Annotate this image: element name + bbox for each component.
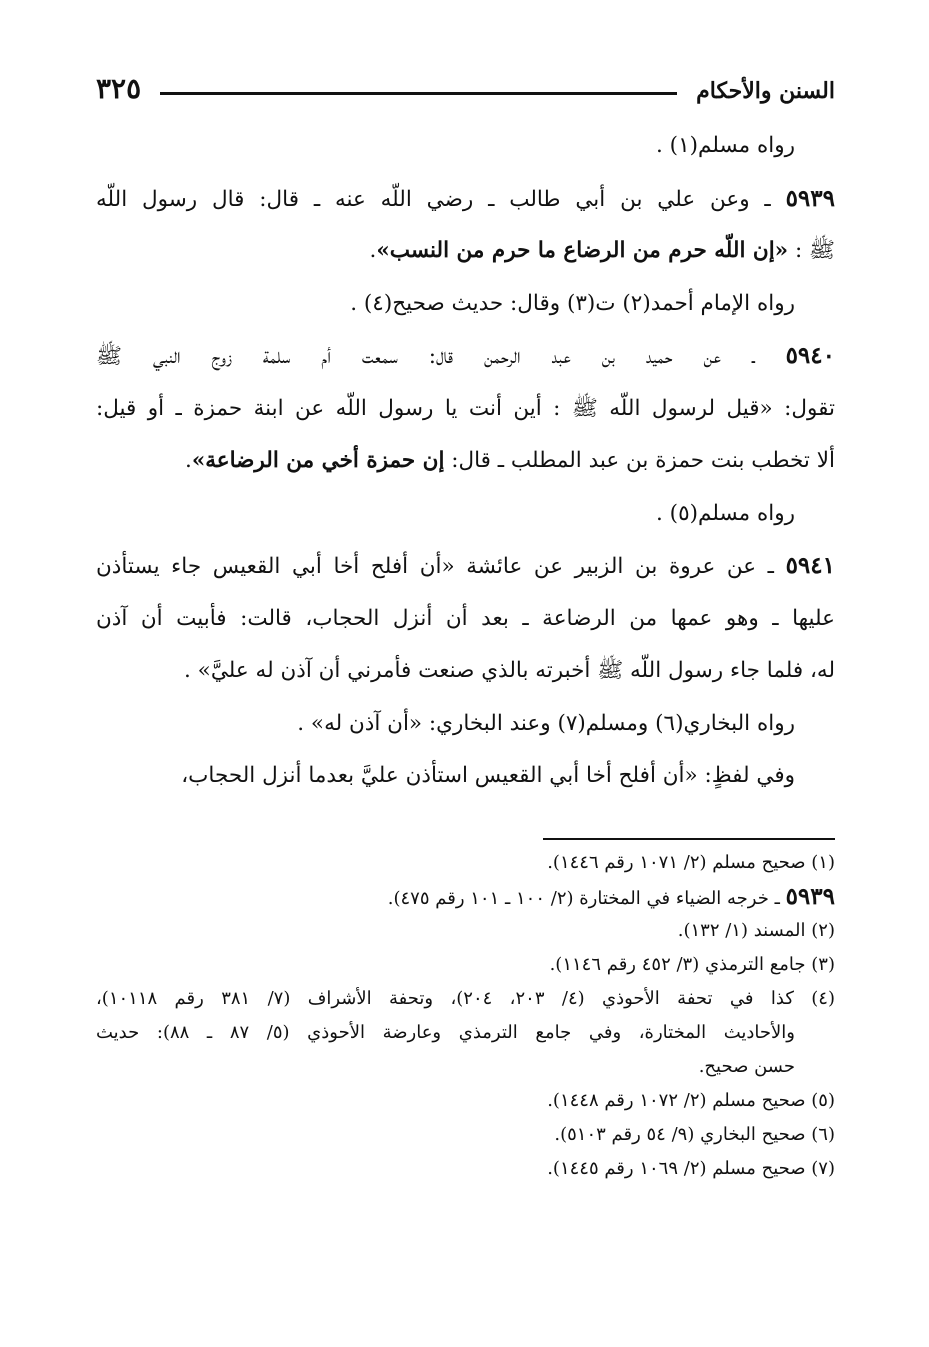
- takhrij-line: رواه الإمام أحمد(٢) ت(٣) وقال: حديث صحيح(٤) .: [350, 290, 795, 316]
- text-run: .: [369, 238, 377, 263]
- hadith-5941-line-3: له، فلما جاء رسول اللّه ﷺ أخبرته بالذي صنعت فأمرني أن آذن له عليَّ» .: [184, 658, 835, 683]
- footnote-separator: [543, 838, 835, 840]
- footnote: (١) صحيح مسلم (٢/ ١٠٧١ رقم ١٤٤٦).: [547, 852, 835, 873]
- takhrij-line: رواه مسلم(٥) .: [656, 500, 795, 526]
- text-run: ـ خرجه الضياء في المختارة (٢/ ١٠٠ ـ ١٠١ رقم ٤٧٥).: [387, 888, 786, 909]
- hadith-matn: «إن اللّه حرم من الرضاع ما حرم من النسب»: [376, 238, 789, 263]
- text-run: ألا تخطب بنت حمزة بن عبد المطلب ـ قال:: [444, 448, 835, 473]
- hadith-5940-line-2: تقول: «قيل لرسول اللّه ﷺ : أين أنت يا رسول اللّه عن ابنة حمزة ـ أو قيل:: [96, 395, 835, 421]
- main-text: [96, 120, 835, 803]
- hadith-5939-line-2: [96, 225, 835, 278]
- page-header: [96, 72, 835, 112]
- footnote: (٧) صحيح مسلم (٢/ ١٠٦٩ رقم ١٤٤٥).: [547, 1158, 835, 1179]
- hadith-number: ٥٩٤١: [785, 552, 835, 579]
- footnote: (٣) جامع الترمذي (٣/ ٤٥٢ رقم ١١٤٦).: [549, 954, 835, 975]
- footnote-continuation: حسن صحيح.: [698, 1056, 795, 1077]
- hadith-5940-line-3: [96, 435, 835, 488]
- hadith-number: ٥٩٤٠: [785, 342, 835, 369]
- page-number: ٣٢٥: [96, 72, 142, 105]
- running-title: السنن والأحكام: [696, 78, 835, 104]
- hadith-5941-line-2: عليها ـ وهو عمها من الرضاعة ـ بعد أن أنزل الحجاب، قالت: فأبيت أن آذن: [96, 605, 835, 631]
- header-rule: [160, 92, 677, 95]
- footnote: (٥) صحيح مسلم (٢/ ١٠٧٢ رقم ١٤٤٨).: [547, 1090, 835, 1111]
- variant-line: وفي لفظٍ: «أن أفلح أخا أبي القعيس استأذن عليَّ بعدما أنزل الحجاب،: [181, 763, 795, 788]
- hadith-number: ٥٩٣٩: [785, 184, 835, 212]
- text-run: ـ عن حميد بن عبد الرحمن قال: سمعت أم سلمة زوج النبي ﷺ: [96, 344, 786, 369]
- hadith-5940-line-1: [96, 330, 835, 383]
- footnote: (٢) المسند (١/ ١٣٢).: [677, 920, 835, 941]
- hadith-5939-line-1: [96, 173, 835, 226]
- text-line: رواه مسلم(١) .: [656, 133, 795, 158]
- footnote: [96, 880, 835, 914]
- text-run: ـ وعن علي بن أبي طالب ـ رضي اللّه عنه ـ قال: قال رسول اللّه: [96, 186, 786, 212]
- footnote-continuation: والأحاديث المختارة، وفي جامع الترمذي وعارضة الأحوذي (٥/ ٨٧ ـ ٨٨): حديث: [96, 1022, 795, 1043]
- footnote: (٦) صحيح البخاري (٩/ ٥٤ رقم ٥١٠٣).: [554, 1124, 835, 1145]
- hadith-5941-line-1: [96, 540, 835, 593]
- hadith-matn: إن حمزة أخي من الرضاعة»: [191, 448, 445, 473]
- footnotes: [96, 846, 835, 1186]
- footnote: (٤) كذا في تحفة الأحوذي (٤/ ٢٠٣، ٢٠٤)، وتحفة الأشراف (٧/ ٣٨١ رقم ١٠١١٨)،: [96, 988, 835, 1009]
- text-run: ﷺ :: [788, 238, 835, 263]
- takhrij-line: رواه البخاري(٦) ومسلم(٧) وعند البخاري: «أن آذن له» .: [297, 710, 795, 736]
- footnote-hadith-number: ٥٩٣٩: [785, 883, 835, 910]
- text-run: ـ عن عروة بن الزبير عن عائشة «أن أفلح أخا أبي القعيس جاء يستأذن: [96, 554, 786, 579]
- text-run: .: [184, 448, 192, 473]
